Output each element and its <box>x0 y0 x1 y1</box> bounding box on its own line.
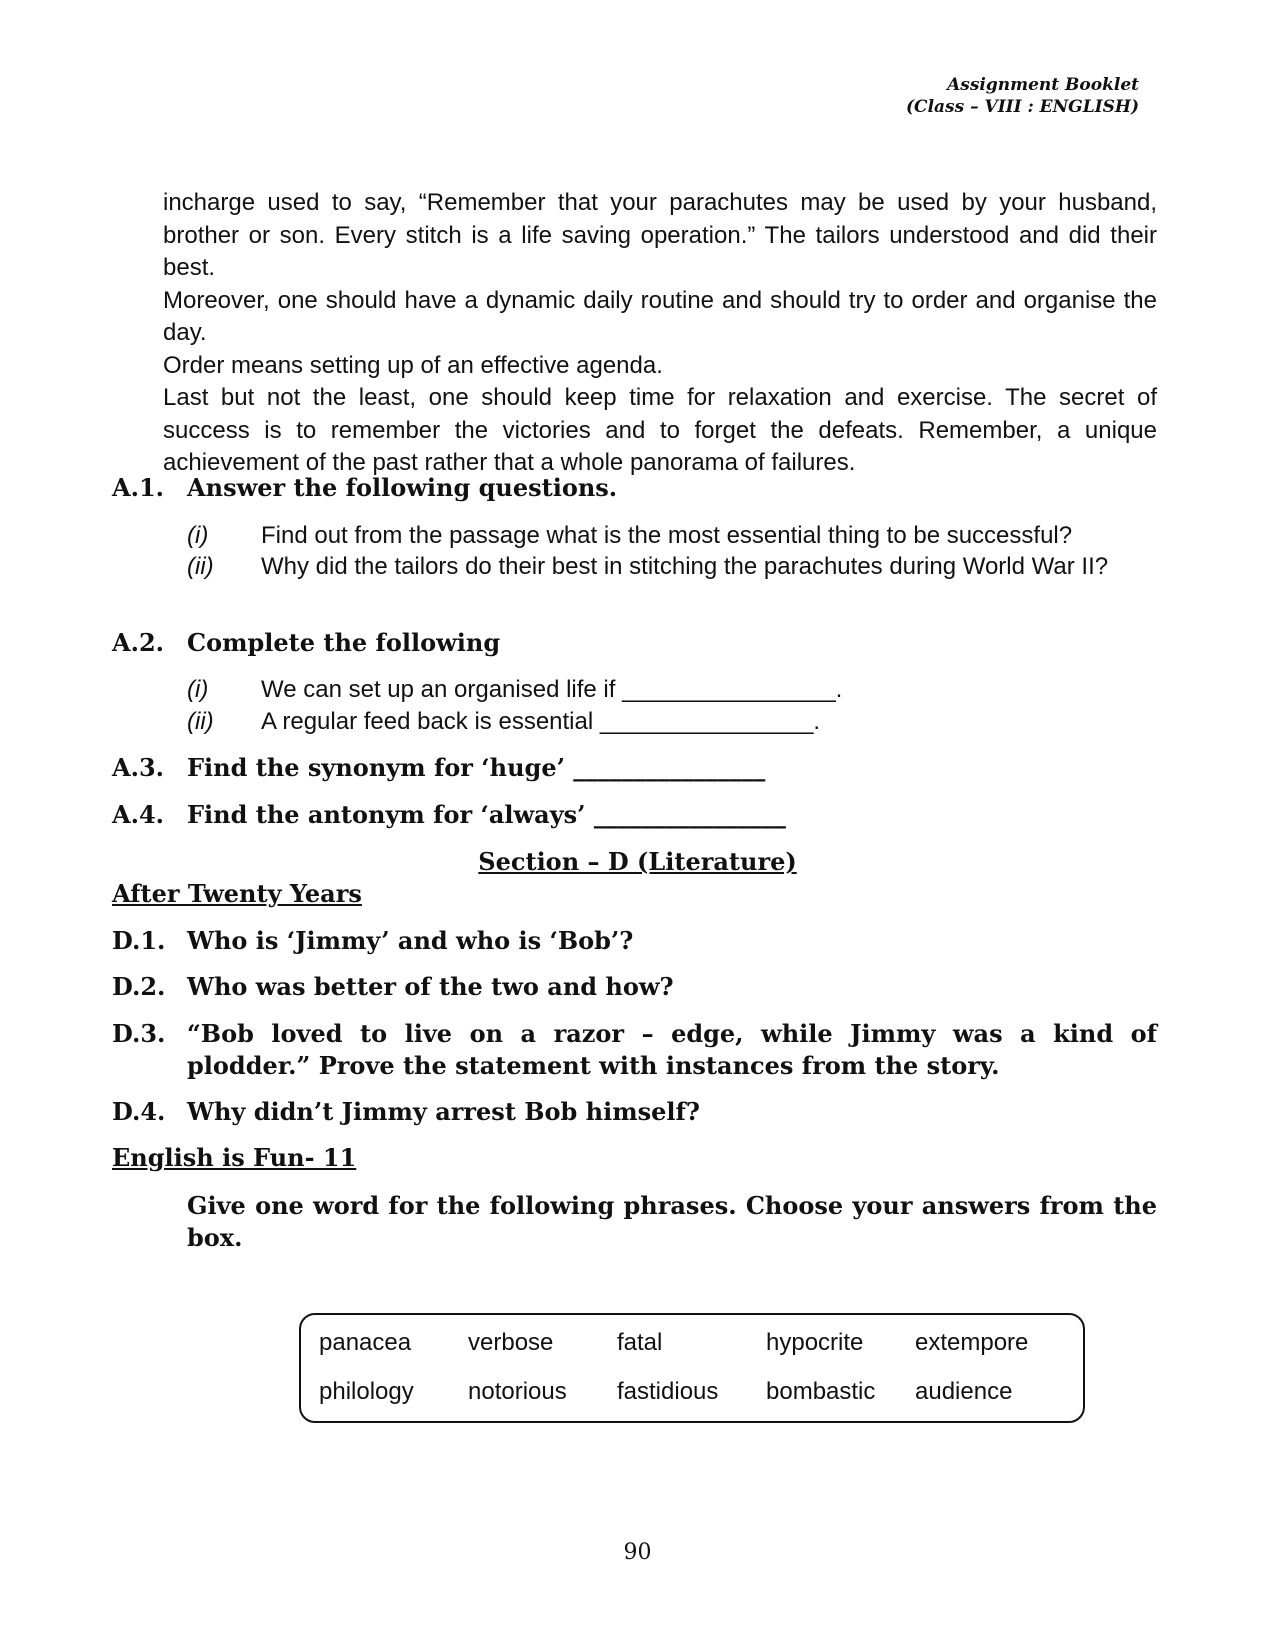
question-number: D.4. <box>112 1097 166 1126</box>
word-option: audience <box>915 1378 1013 1405</box>
word-option: hypocrite <box>766 1329 864 1356</box>
sub-question <box>187 551 1157 583</box>
question-number: D.3. <box>112 1019 166 1048</box>
passage-paragraph: Moreover, one should have a dynamic daily routine and should try to order and organise the day. <box>163 286 1157 346</box>
sub-question-number: (ii) <box>187 553 214 580</box>
header-subtitle: (Class – VIII : ENGLISH) <box>906 97 1139 117</box>
question-text: Find the antonym for ‘always’ ________________ <box>187 800 786 829</box>
question-a2 <box>112 627 1157 659</box>
question-text: Answer the following questions. <box>187 473 618 502</box>
question-d2 <box>112 971 1157 1003</box>
sub-question <box>187 520 1157 552</box>
question-number: A.3. <box>112 753 165 782</box>
question-number: A.1. <box>112 473 165 502</box>
header-title: Assignment Booklet <box>947 75 1139 95</box>
section-heading: Section – D (Literature) <box>478 847 797 876</box>
question-number: D.1. <box>112 926 166 955</box>
sub-question-number: (i) <box>187 676 209 703</box>
word-option: verbose <box>468 1329 554 1356</box>
sub-question-text: We can set up an organised life if ________________. <box>261 676 843 703</box>
passage-paragraph: Order means setting up of an effective agenda. <box>163 351 663 379</box>
question-d1 <box>112 925 1157 957</box>
word-option: notorious <box>468 1378 567 1405</box>
question-text: Why didn’t Jimmy arrest Bob himself? <box>187 1097 700 1126</box>
fun-instruction: Give one word for the following phrases. Choose your answers from the box. <box>187 1191 1157 1252</box>
question-text: “Bob loved to live on a razor – edge, while Jimmy was a kind of plodder.” Prove the statement with instances from the story. <box>187 1019 1157 1080</box>
question-text: Who was better of the two and how? <box>187 972 674 1001</box>
page-header <box>906 74 1139 118</box>
sub-question <box>187 706 1157 738</box>
word-option: fatal <box>617 1329 663 1356</box>
page-number: 90 <box>623 1540 652 1565</box>
question-number: A.2. <box>112 628 165 657</box>
question-text: Complete the following <box>187 628 501 657</box>
word-option: extempore <box>915 1329 1029 1356</box>
question-a3 <box>112 752 1157 784</box>
question-text: Find the synonym for ‘huge’ ________________ <box>187 753 766 782</box>
fun-title: English is Fun- 11 <box>112 1143 357 1172</box>
story-title: After Twenty Years <box>112 879 362 908</box>
passage-paragraph: Last but not the least, one should keep time for relaxation and exercise. The secret of success is to remember the victories and to forget the defeats. Remember, a unique achievement of the past rather that a whole panorama of failures. <box>163 384 1157 476</box>
word-option: fastidious <box>617 1378 719 1405</box>
word-box <box>299 1313 1085 1423</box>
sub-question-text: Why did the tailors do their best in stitching the parachutes during World War II? <box>261 553 1109 580</box>
question-d4 <box>112 1096 1157 1128</box>
word-option: panacea <box>319 1329 412 1356</box>
question-a4 <box>112 799 1157 831</box>
passage-paragraph: incharge used to say, “Remember that your parachutes may be used by your husband, brother or son. Every stitch is a life saving operation.” The tailors understood and did their best. <box>163 189 1157 281</box>
word-option: philology <box>319 1378 414 1405</box>
question-number: D.2. <box>112 972 166 1001</box>
sub-question-number: (ii) <box>187 708 214 735</box>
word-option: bombastic <box>766 1378 876 1405</box>
passage <box>163 187 1157 480</box>
question-d3 <box>112 1018 1157 1082</box>
question-text: Who is ‘Jimmy’ and who is ‘Bob’? <box>187 926 634 955</box>
question-number: A.4. <box>112 800 165 829</box>
sub-question-number: (i) <box>187 522 209 549</box>
sub-question-text: Find out from the passage what is the most essential thing to be successful? <box>261 522 1073 549</box>
sub-question <box>187 674 1157 706</box>
sub-question-text: A regular feed back is essential ________________. <box>261 708 821 735</box>
question-a1 <box>112 472 1157 504</box>
